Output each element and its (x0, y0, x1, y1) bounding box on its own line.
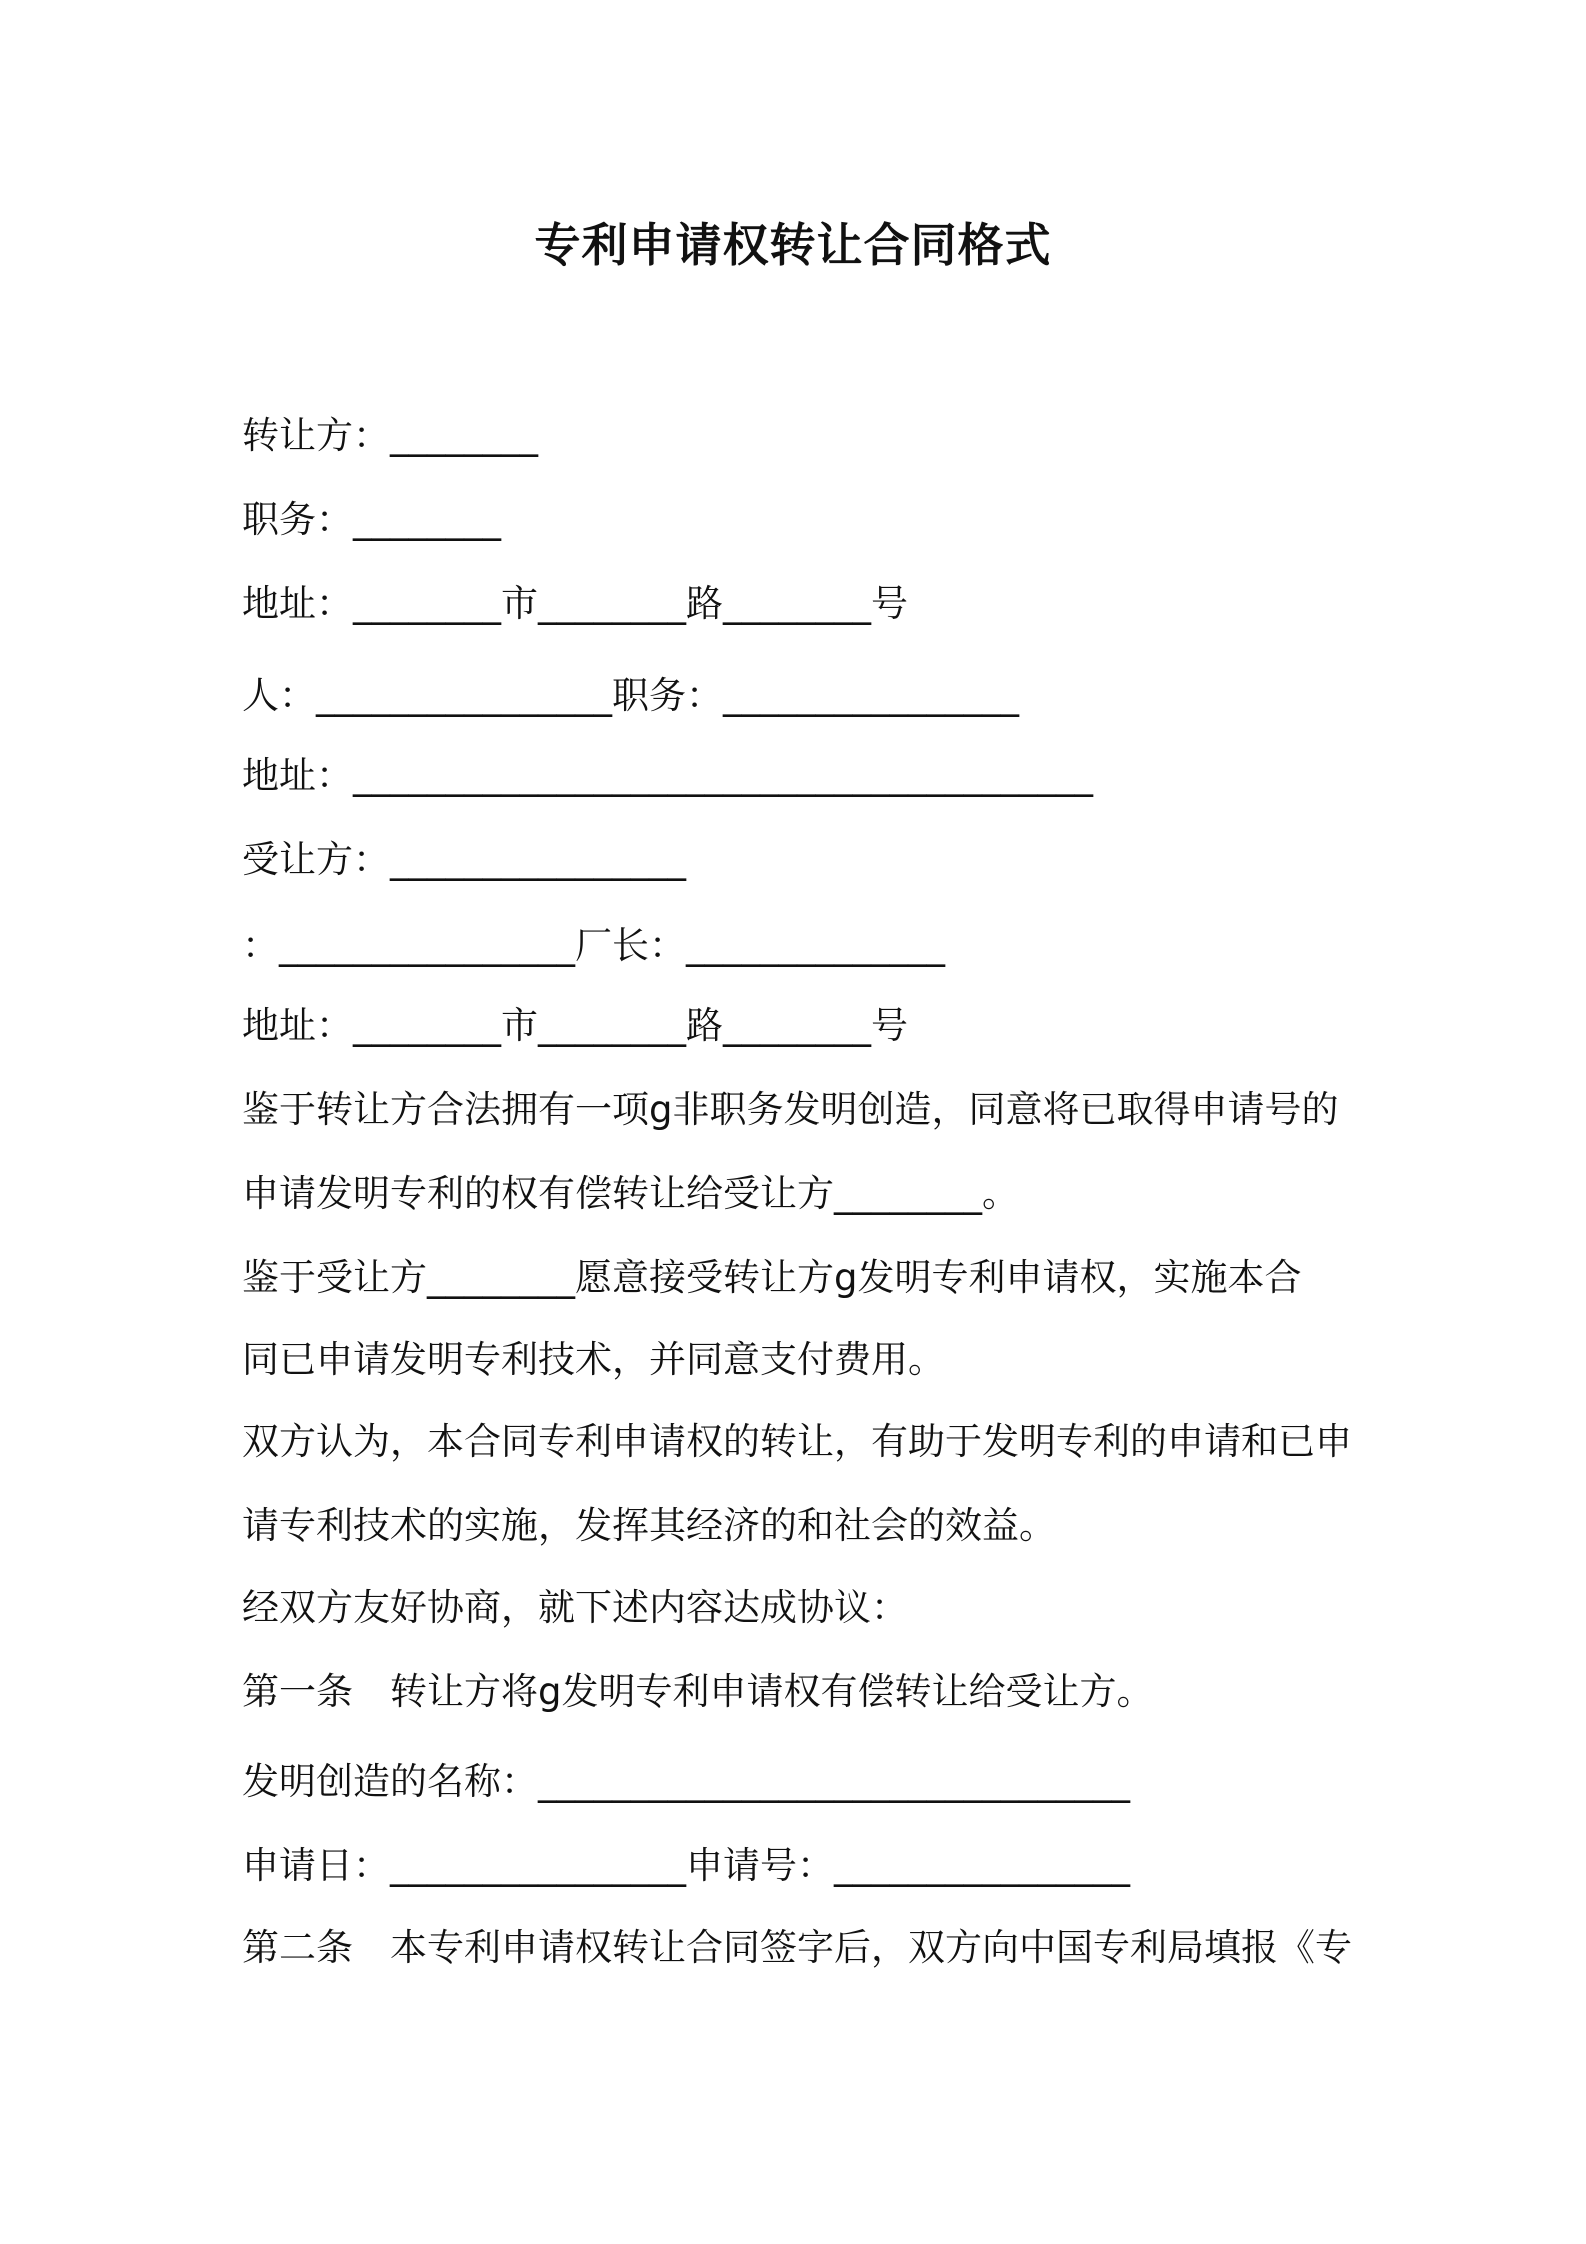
representative-line: 人：________________职务：________________ (242, 674, 1019, 717)
paragraph-line: 同已申请发明专利技术，并同意支付费用。 (242, 1338, 945, 1381)
address-line: 地址：________________________________________ (242, 754, 1093, 797)
position-line: 职务：________ (242, 498, 501, 541)
article-two-line: 第二条 本专利申请权转让合同签字后，双方向中国专利局填报《专 (242, 1926, 1352, 1969)
paragraph-line: 经双方友好协商，就下述内容达成协议： (242, 1586, 908, 1629)
invention-name-line: 发明创造的名称：________________________________ (242, 1760, 1130, 1803)
document-title: 专利申请权转让合同格式 (534, 218, 1052, 272)
paragraph-line: 请专利技术的实施，发挥其经济的和社会的效益。 (242, 1504, 1056, 1547)
paragraph-line: 鉴于转让方合法拥有一项g非职务发明创造，同意将已取得申请号的 (242, 1088, 1339, 1131)
paragraph-line: 双方认为，本合同专利申请权的转让，有助于发明专利的申请和已申 (242, 1420, 1352, 1463)
transferor-line: 转让方：________ (242, 414, 538, 457)
paragraph-line: 申请发明专利的权有偿转让给受让方________。 (242, 1172, 1019, 1215)
transferee-line: 受让方：________________ (242, 838, 686, 881)
paragraph-line: 鉴于受让方________愿意接受转让方g发明专利申请权，实施本合 (242, 1256, 1302, 1299)
factory-director-line: ：________________厂长：______________ (242, 924, 945, 967)
application-info-line: 申请日：________________申请号：________________ (242, 1844, 1130, 1887)
transferor-address-line: 地址：________市________路________号 (242, 582, 908, 625)
transferee-address-line: 地址：________市________路________号 (242, 1004, 908, 1047)
article-one-line: 第一条 转让方将g发明专利申请权有偿转让给受让方。 (242, 1670, 1154, 1713)
